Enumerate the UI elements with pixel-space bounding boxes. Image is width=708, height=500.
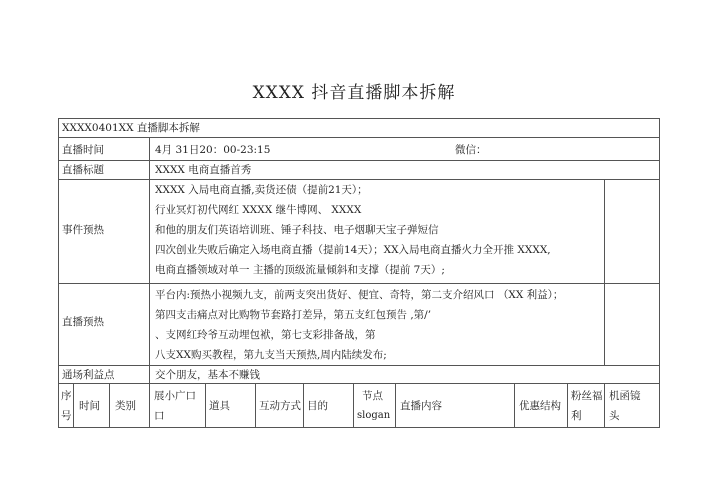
preheat-line: 第四支击痛点对比购物节套路打差异，第五支红包预告 ,第/’ xyxy=(155,309,432,321)
topic-label: 直播标题 xyxy=(62,164,104,176)
preheat-line: 、支网红玲爷互动埋包袱，第七支彩排备战，第 xyxy=(155,329,376,341)
col-camera: 机函镜 xyxy=(609,390,641,402)
col-display: 口 xyxy=(154,410,165,422)
col-fans: 利 xyxy=(571,410,582,422)
column-divider xyxy=(514,383,515,427)
column-divider xyxy=(353,383,354,427)
col-fans: 粉丝福 xyxy=(571,390,603,402)
col-interaction: 互动方式 xyxy=(259,400,301,412)
column-divider xyxy=(604,383,605,427)
col-discount: 优惠结构 xyxy=(519,400,561,412)
time-label: 直播时间 xyxy=(62,144,104,156)
col-node: slogan xyxy=(357,410,391,421)
event-label: 事件预热 xyxy=(62,224,104,236)
column-divider xyxy=(395,383,396,427)
preheat-line: 八支XX购买教程，第九支当天预热,周内陆续发布; xyxy=(155,349,387,361)
event-line: 和他的朋友们英语培训班、锤子科技、电子烟聊天宝子弹短信 xyxy=(155,224,439,236)
col-node: 节点 xyxy=(362,390,383,402)
event-line: 四次创业失败后确定入场电商直播（提前14天）；XX入局电商直播火力全开推 XXXX, xyxy=(155,244,551,256)
col-seq: 号 xyxy=(61,410,72,422)
right-column-divider xyxy=(604,179,605,365)
column-divider xyxy=(567,383,568,427)
col-content: 直播内容 xyxy=(400,400,442,412)
column-divider xyxy=(73,383,74,427)
column-divider xyxy=(205,383,206,427)
wechat-label: 微信： xyxy=(455,144,487,156)
event-line: XXXX 入局电商直播,卖货还债（提前21天）； xyxy=(155,184,368,196)
topic-value: XXXX 电商直播首秀 xyxy=(155,164,252,176)
time-value: 4月 31日20：00-23:15 xyxy=(155,144,271,156)
table-header: XXXX0401XX 直播脚本拆解 xyxy=(62,122,200,134)
col-display: 展小广口 xyxy=(154,390,196,402)
preheat-line: 平台内:预热小视频九支，前两支突出货好、便宜、奇特，第二支介绍风口 （XX 利益）； xyxy=(155,289,564,301)
event-line: 行业冥灯初代网红 XXXX 继牛博网、 XXXX xyxy=(155,204,362,216)
col-seq: 序 xyxy=(61,390,72,402)
col-time: 时间 xyxy=(79,400,100,412)
column-divider xyxy=(255,383,256,427)
event-line: 电商直播领域对单一 主播的顶级流量倾斜和支撑（提前 7天）; xyxy=(155,264,445,276)
preheat-label: 直播预热 xyxy=(62,316,104,328)
col-purpose: 目的 xyxy=(307,400,328,412)
label-column-divider xyxy=(149,137,150,383)
benefit-value: 交个朋友，基本不赚钱 xyxy=(155,369,260,381)
column-divider xyxy=(109,383,110,427)
col-category: 类别 xyxy=(115,400,136,412)
page-title: XXXX 抖音直播脚本拆解 xyxy=(252,83,456,103)
col-camera: 头 xyxy=(609,410,620,422)
script-table xyxy=(58,118,660,428)
column-divider xyxy=(303,383,304,427)
benefit-label: 通场利益点 xyxy=(62,369,115,381)
column-divider xyxy=(149,383,150,427)
col-props: 道具 xyxy=(209,400,230,412)
